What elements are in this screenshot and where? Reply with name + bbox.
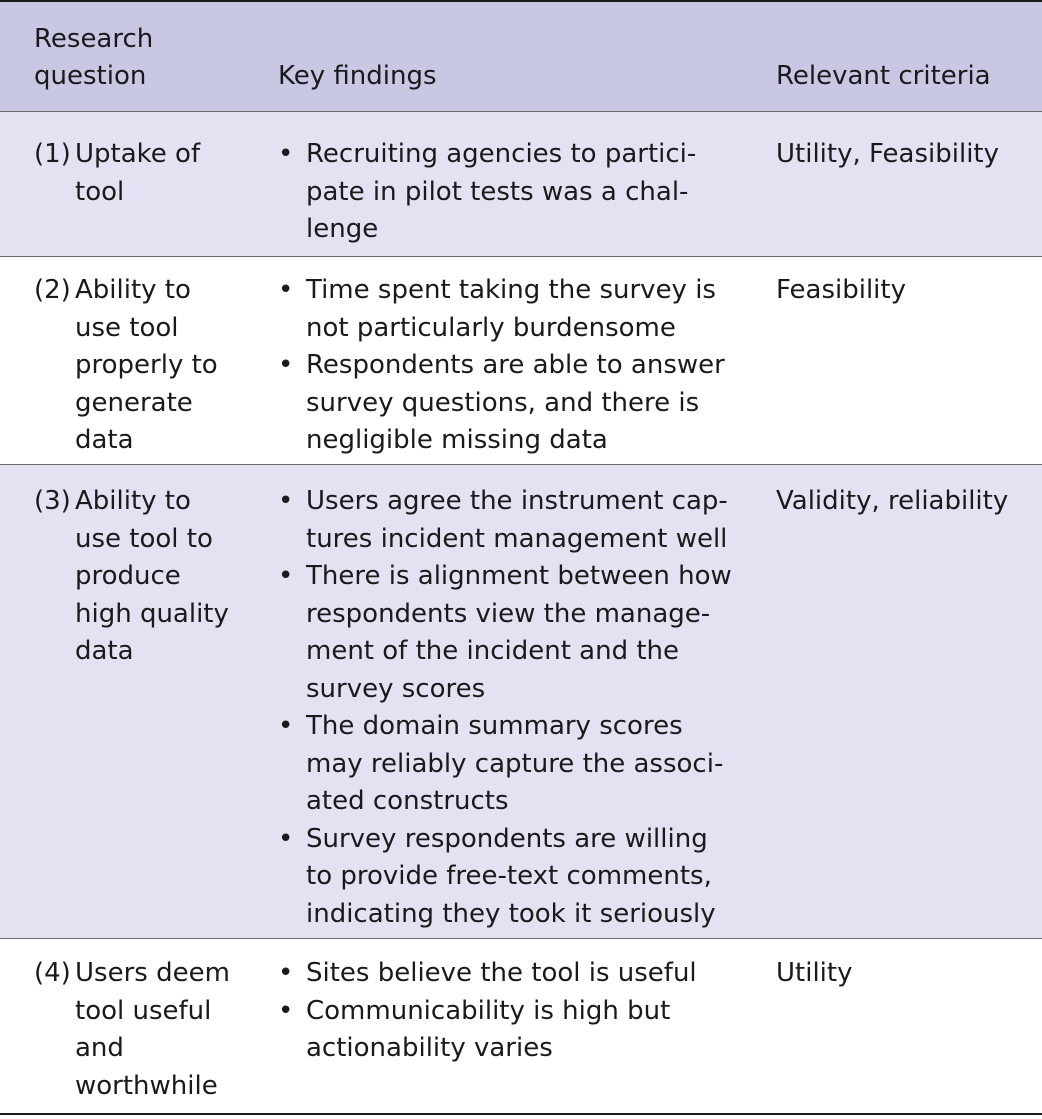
finding-item: • Survey respondents are willing to provide free-text comments, indicating they took it seriously [278,821,732,934]
research-question-cell [0,136,270,256]
research-question-cell [0,272,270,462]
bullet-icon: • [278,958,294,988]
bullet-icon: • [278,139,294,169]
header-key-findings: Key findings [278,61,437,91]
finding-item: • Users agree the instrument cap- tures incident management well [278,483,732,558]
research-question-cell [0,955,270,1110]
relevant-criteria-cell: Feasibility [776,275,906,305]
key-findings-cell [278,483,732,933]
table-row [0,465,1042,939]
question-number: (4) [34,958,71,988]
relevant-criteria-cell: Utility, Feasibility [776,139,999,169]
table-bottom-rule [0,1113,1042,1115]
key-findings-cell [278,136,696,249]
bullet-icon: • [278,823,294,854]
relevant-criteria-cell: Utility [776,958,853,988]
question-number: (2) [34,275,71,305]
table-header [0,2,1042,112]
finding-item: • The domain summary scores may reliably capture the associ- ated constructs [278,708,732,821]
question-text: Ability to use tool to produce high quality data [75,486,229,666]
finding-item: • There is alignment between how respondents view the manage- ment of the incident and the survey scores [278,558,732,708]
bullet-icon: • [278,711,294,741]
finding-item: • Communicability is high but actionability varies [278,993,697,1068]
table-row [0,112,1042,257]
bullet-icon: • [278,275,294,305]
research-question-cell [0,483,270,683]
question-number: (1) [34,139,71,169]
table-row [0,257,1042,465]
bullet-icon: • [278,486,294,516]
finding-item: • Respondents are able to answer survey questions, and there is negligible missing data [278,347,725,460]
table-row [0,939,1042,1113]
key-findings-cell [278,955,697,1068]
bullet-icon: • [278,561,294,591]
finding-item: • Time spent taking the survey is not particularly burdensome [278,272,725,347]
question-text: Users deem tool useful and worthwhile [75,958,230,1101]
bullet-icon: • [278,350,294,380]
header-research-question: Research question [34,24,154,91]
bullet-icon: • [278,995,294,1026]
finding-item: • Sites believe the tool is useful [278,955,697,993]
question-text: Ability to use tool properly to generate data [75,275,218,455]
question-text: Uptake of tool [75,139,201,207]
finding-item: • Recruiting agencies to partici- pate in pilot tests was a chal- lenge [278,136,696,249]
key-findings-cell [278,272,725,460]
question-number: (3) [34,486,71,516]
relevant-criteria-cell: Validity, reliability [776,486,1009,516]
header-relevant-criteria: Relevant criteria [776,61,991,91]
